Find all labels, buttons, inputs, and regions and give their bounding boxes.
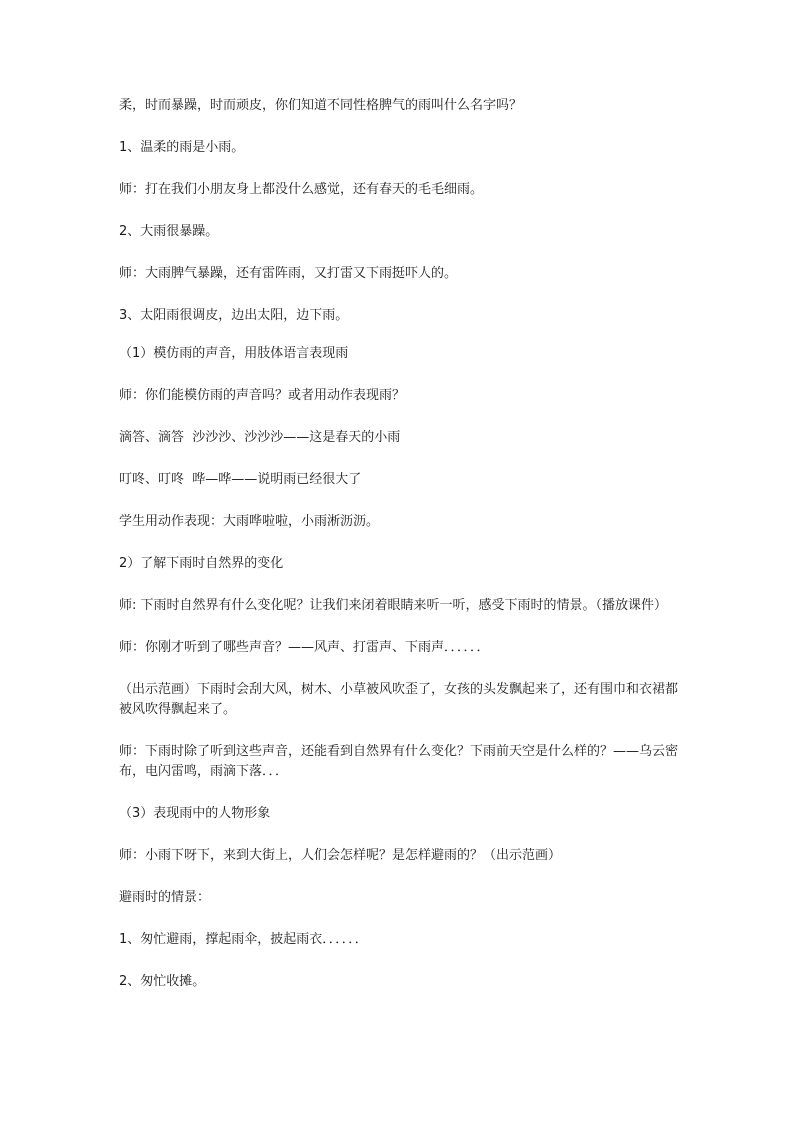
document-body: [119, 96, 679, 992]
paragraph: 师：大雨脾气暴躁，还有雷阵雨，又打雷又下雨挺吓人的。: [119, 266, 458, 281]
paragraph: （3）表现雨中的人物形象: [119, 806, 271, 821]
paragraph: 师：打在我们小朋友身上都没什么感觉，还有春天的毛毛细雨。: [119, 182, 484, 197]
paragraph: 滴答、滴答 沙沙沙、沙沙沙——这是春天的小雨: [119, 430, 401, 445]
paragraph: 柔，时而暴躁，时而顽皮，你们知道不同性格脾气的雨叫什么名字吗？: [119, 98, 523, 113]
paragraph: 叮咚、叮咚 哗—哗——说明雨已经很大了: [119, 472, 362, 487]
paragraph: 师：下雨时除了听到这些声音，还能看到自然界有什么变化？下雨前天空是什么样的？——乌云密布，电闪雷鸣，雨滴下落．．．: [119, 744, 679, 779]
paragraph: 2）了解下雨时自然界的变化: [119, 556, 284, 571]
paragraph: 师: 下雨时自然界有什么变化呢？让我们来闭着眼睛来听一听，感受下雨时的情景。（播放课件）: [119, 598, 668, 613]
paragraph: 师：小雨下呀下，来到大街上，人们会怎样呢？是怎样避雨的？（出示范画）: [119, 848, 562, 863]
paragraph: 1、匆忙避雨，撑起雨伞，披起雨衣．．．．．．: [119, 932, 368, 947]
paragraph: （出示范画）下雨时会刮大风，树木、小草被风吹歪了，女孩的头发飘起来了，还有围巾和衣裙都被风吹得飘起来了。: [119, 682, 679, 717]
paragraph: 学生用动作表现：大雨哗啦啦，小雨淅沥沥。: [119, 514, 380, 529]
paragraph: 1、温柔的雨是小雨。: [119, 140, 245, 155]
paragraph: 师：你刚才听到了哪些声音？——风声、打雷声、下雨声．．．．．．: [119, 640, 490, 655]
paragraph: 2、匆忙收摊。: [119, 974, 206, 989]
paragraph: 2、大雨很暴躁。: [119, 224, 219, 239]
paragraph: （1）模仿雨的声音，用肢体语言表现雨: [119, 346, 349, 361]
paragraph: 避雨时的情景：: [119, 890, 211, 905]
paragraph: 师：你们能模仿雨的声音吗？或者用动作表现雨？: [119, 388, 406, 403]
paragraph: 3、太阳雨很调皮，边出太阳，边下雨。: [119, 308, 349, 323]
